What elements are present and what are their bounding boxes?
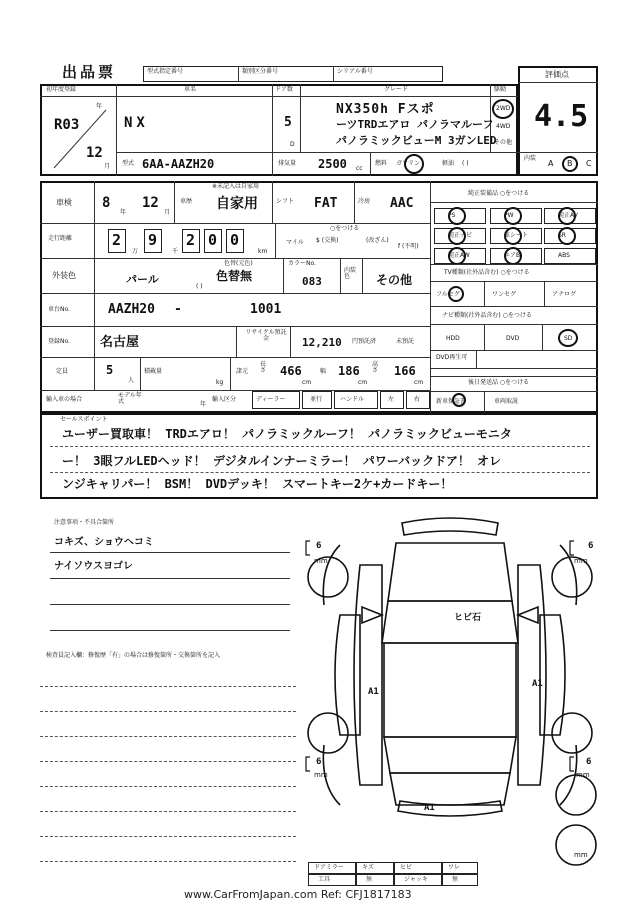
interior-grade-b: B (567, 159, 573, 168)
genuine-option-label: PW (504, 212, 514, 219)
tread-fl-mm: mm (314, 557, 328, 565)
bottom-table-value: 無 (366, 876, 373, 883)
drive-other: その他 (494, 139, 513, 146)
car-name-label: 車名 (184, 86, 197, 93)
tread-rl: 6 (316, 757, 322, 767)
genuine-option-circle (504, 227, 522, 245)
import-dealer: ディーラー (256, 396, 286, 403)
mileage-circle-note: ○をつける (330, 225, 360, 232)
spare-mm: mm (574, 851, 588, 859)
tv-title: TV種類(社外品含む) ○をつける (444, 269, 530, 276)
serial-label: シリアル番号 (337, 68, 373, 75)
shift-label: シフト (276, 198, 295, 205)
ac-value: AAC (390, 196, 414, 211)
bottom-table-header: ドアミラー (314, 864, 344, 871)
interior-color-label: 内装色 (344, 267, 357, 280)
header-code-row (143, 66, 443, 82)
color-change-value: 色替無 (216, 269, 253, 283)
notes-label: 注意事項・不具合箇所 (54, 519, 115, 526)
tv-fullseg-circle (448, 286, 464, 302)
genuine-option-circle (558, 207, 576, 225)
car-damage-diagram (300, 505, 610, 885)
type-cert-label: 型式指定番号 (147, 68, 184, 75)
displacement-value: 2500 (318, 157, 347, 171)
inspection-year: 8 (102, 195, 111, 211)
capacity-unit: 人 (128, 377, 135, 384)
width-value: 186 (338, 364, 360, 378)
reg-label: 登録No. (48, 338, 70, 345)
inspection-year-unit: 年 (120, 209, 127, 216)
height-cm: cm (414, 379, 424, 386)
bottom-table-value: 工具 (318, 876, 331, 883)
car-name-value: NX (124, 115, 149, 131)
inspector-line (40, 786, 296, 787)
mileage-digit: 9 (148, 231, 158, 249)
history-label: 車歴 (180, 198, 193, 205)
chassis-value: AAZH20 (108, 302, 155, 317)
length-label: 長さ (260, 361, 267, 374)
color-orig-label: 色替(元色) (224, 260, 253, 267)
mileage-label: 走行距離 (48, 235, 73, 242)
navi-divider (542, 324, 543, 350)
width-label: 幅 (320, 368, 327, 375)
grade-line-2: ーツTRDエアロ パノラマルーフ (336, 118, 494, 131)
mark-rear: A1 (424, 803, 435, 813)
reg-value: 名古屋 (100, 335, 140, 350)
load-kg: kg (216, 379, 224, 386)
mark-right-side: A1 (532, 679, 543, 689)
drive-label: 駆動 (494, 86, 507, 93)
shift-value: FAT (314, 196, 338, 211)
history-note: ※未記入は自家用 (212, 183, 260, 190)
width-cm: cm (358, 379, 368, 386)
selling-line-3: ンジキャリパー！ BSM！ DVDデッキ！ スマートキー2ケ+カードキー！ (62, 477, 453, 491)
color-label: 外装色 (52, 271, 76, 280)
year-unit: 年 (96, 103, 103, 110)
dims-label: 諸元 (236, 368, 249, 375)
chassis-label: 車台No. (48, 306, 70, 313)
handle-label: ハンドル (340, 396, 365, 403)
genuine-option-label: PS (448, 212, 456, 219)
score-value: 4.5 (534, 99, 589, 134)
import-label: 輸入車の場合 (46, 396, 83, 403)
genuine-option-label: 革シート (504, 232, 529, 239)
model-label: 型式 (122, 160, 135, 167)
tread-fr-mm: mm (574, 557, 588, 565)
notes-line-1: コキズ、ショウヘコミ (54, 537, 154, 548)
bottom-table-value: 無 (452, 876, 459, 883)
mark-windshield: ヒビ石 (454, 613, 482, 623)
fuel-diesel: 軽油 (442, 160, 455, 167)
cc-unit: cc (356, 165, 363, 172)
bottom-table-header: キズ (362, 864, 374, 871)
mileage-exchange: $ (交換) (316, 237, 339, 244)
genuine-option-circle (504, 207, 522, 225)
mileage-digit: 0 (208, 231, 218, 249)
handle-left: 左 (388, 396, 395, 403)
length-cm: cm (302, 379, 312, 386)
mileage-tampered: (改ざん) (366, 237, 389, 244)
inspector-line (40, 761, 296, 762)
genuine-option-label: 純正AV (558, 212, 578, 219)
inspector-line (40, 811, 296, 812)
genuine-option-label: SR (558, 232, 566, 239)
color-value: パール (126, 273, 159, 286)
capacity-label: 定員 (56, 368, 69, 375)
footer-watermark: www.CarFromJapan.com Ref: CFJ1817183 (184, 888, 412, 901)
load-label: 積載量 (144, 368, 163, 375)
inspection-month: 12 (142, 195, 159, 211)
bottom-table-cell (442, 874, 478, 886)
displacement-label: 排気量 (278, 160, 297, 167)
inspector-line (40, 711, 296, 712)
tread-fr: 6 (588, 541, 594, 551)
interior-grade-a: A (548, 159, 554, 168)
bottom-table-cell (356, 874, 394, 886)
navi-option-label: SD (564, 335, 573, 342)
score-label: 評価点 (545, 70, 569, 79)
grade-line-3: パノラミックビューM 3ガンLED (336, 134, 497, 147)
first-reg-label: 初年度登録 (46, 86, 77, 93)
navi-divider (484, 324, 485, 350)
recycle-label: リサイクル預託金 (245, 329, 287, 342)
navi-option-label: DVD (506, 335, 520, 342)
length-value: 466 (280, 364, 302, 378)
interior-color-value: その他 (376, 273, 413, 287)
interior-label: 内装 (524, 155, 537, 162)
mark-left-side: A1 (368, 687, 379, 697)
tv-option-label: ワンセグ (492, 291, 517, 298)
later-title: 後日発送品 ○をつける (468, 379, 530, 386)
mileage-man: 万 (132, 248, 139, 255)
mileage-digit: 2 (186, 231, 196, 249)
model-value: 6AA-AAZH20 (142, 157, 215, 171)
dvd-play: DVD再生可 (436, 354, 468, 361)
bottom-table-header: ワレ (448, 864, 461, 871)
inspector-line (40, 686, 296, 687)
inspector-line (40, 861, 296, 862)
notes-line-2: ナイソウスヨゴレ (54, 561, 133, 572)
doors-value: 5 (284, 115, 292, 130)
first-reg-year: R03 (54, 117, 80, 133)
chassis-dash: - (174, 302, 182, 317)
drive-2wd-circle (492, 99, 514, 119)
mile-label: マイル (286, 239, 304, 246)
genuine-option-label: エアB (504, 252, 521, 259)
tv-option-label: アナログ (552, 291, 577, 298)
genuine-option-label: ABS (558, 252, 570, 259)
import-parallel: 並行 (310, 396, 323, 403)
tread-fl: 6 (316, 541, 322, 551)
tread-rl-mm: mm (314, 771, 328, 779)
genuine-option-circle (504, 247, 522, 265)
handle-right: 右 (414, 396, 421, 403)
inspection-month-unit: 月 (164, 209, 171, 216)
genuine-option-cell (544, 248, 596, 264)
bottom-table-header: ヒビ (400, 864, 413, 871)
recycle-value: 12,210 (302, 336, 342, 349)
color-orig-paren: ( ) (196, 283, 203, 290)
recycle-unpaid: 未預託 (396, 338, 415, 345)
selling-line-1: ユーザー買取車！ TRDエアロ！ パノラミックルーフ！ パノラミックビューモニタ (62, 427, 512, 441)
inspector-line (40, 836, 296, 837)
bottom-table-value: ジャッキ (404, 876, 428, 883)
mileage-unknown: f (不明) (398, 243, 419, 250)
fuel-label: 燃料 (375, 160, 388, 167)
height-value: 166 (394, 364, 416, 378)
fuel-gasoline: ガソリン (396, 160, 421, 167)
later-warranty-circle (452, 393, 466, 407)
navi-title: ナビ種類(社外品含む) ○をつける (442, 312, 532, 319)
genuine-option-circle (448, 227, 466, 245)
inspection-label: 車検 (56, 198, 72, 207)
model-year-unit: 年 (200, 401, 207, 408)
grade-line-1: NX350h Fスポ (336, 102, 435, 117)
interior-grade-c: C (586, 159, 592, 168)
mileage-km: km (258, 248, 268, 255)
tv-option-label: フルセグ (436, 291, 460, 298)
tread-rr-mm: mm (576, 771, 590, 779)
later-warranty: 新車保証書 (436, 398, 467, 405)
model-year-label: モデル年式 (118, 392, 142, 405)
grade-label: グレード (384, 86, 409, 93)
navi-sd-circle (558, 329, 578, 347)
color-no-value: 083 (302, 275, 322, 288)
fuel-gas-circle (404, 154, 424, 174)
tv-divider (484, 281, 485, 306)
selling-line-2: ー！ 3眼フルLEDヘッド！ デジタルインナーミラー！ パワーバックドア！ オレ (62, 454, 502, 468)
genuine-option-label: 純正AW (448, 252, 470, 259)
history-value: 自家用 (216, 196, 258, 212)
later-manual: 車両取説 (494, 398, 519, 405)
genuine-option-circle (448, 207, 466, 225)
ac-label: 冷房 (358, 198, 371, 205)
sheet-title: 出品票 (62, 63, 117, 81)
genuine-title: 純正装備品 ○をつける (468, 190, 530, 197)
interior-b-circle (562, 156, 578, 172)
tread-rr: 6 (586, 757, 592, 767)
bottom-table-cell (308, 874, 356, 886)
mileage-sen: 千 (172, 248, 179, 255)
fuel-other: ( ) (462, 160, 469, 167)
tv-divider (544, 281, 545, 306)
navi-option-label: HDD (446, 335, 460, 342)
recycle-paid: 円預託済 (352, 338, 377, 345)
door-suffix: D (290, 141, 295, 148)
mileage-digit: 0 (230, 231, 240, 249)
selling-label: セールスポイント (60, 416, 108, 423)
inspector-label: 検査員記入欄：修復歴「有」の場合は修復箇所・交換箇所を記入 (46, 652, 221, 659)
month-unit: 月 (104, 163, 111, 170)
reg-diagonal (48, 100, 112, 172)
import-kind-label: 輸入区分 (212, 396, 237, 403)
drive-2wd: 2WD (496, 105, 511, 112)
chassis-no: 1001 (250, 302, 282, 317)
door-label: ドア数 (275, 86, 293, 93)
category-label: 類別区分番号 (242, 68, 279, 75)
drive-4wd: 4WD (496, 123, 511, 130)
genuine-option-circle (558, 227, 576, 245)
mileage-digit: 2 (112, 231, 122, 249)
genuine-option-label: 純正ナビ (448, 232, 473, 239)
genuine-option-circle (448, 247, 466, 265)
first-reg-month: 12 (86, 145, 103, 161)
color-no-label: カラーNo. (288, 260, 316, 267)
capacity-value: 5 (106, 363, 114, 377)
inspector-line (40, 736, 296, 737)
height-label: 高さ (372, 361, 379, 374)
